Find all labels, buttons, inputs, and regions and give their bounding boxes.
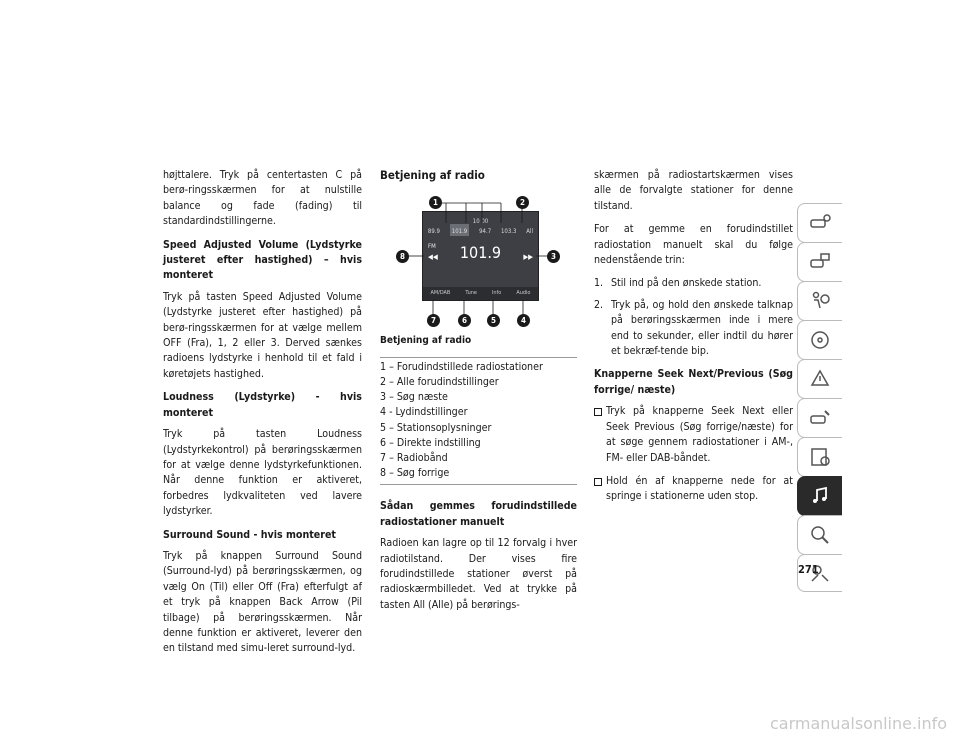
section-heading: Loudness (Lydstyrke) - hvis monteret [163,391,362,419]
chapter-tab-getting-started[interactable] [797,242,842,282]
seek-next-icon: ▶▶ [523,253,533,262]
legend-item: 8 – Søg forrige [380,467,450,480]
chapter-tab-multimedia[interactable] [797,476,842,516]
legend-item: 3 – Søg næste [380,391,448,404]
chapter-tab-specifications[interactable] [797,437,842,477]
legend-item: 4 - Lydindstillinger [380,406,468,419]
column-left [163,168,362,665]
section-heading: Sådan gemmes forudindstillede radiostationer manuelt [380,500,577,528]
steps-list [594,276,793,359]
chapter-tab-driving[interactable] [797,320,842,360]
step-text: Tryk på, og hold den ønskede talknap på berøringsskærmen inde i mere end to sekunder, eller indtil du hører et bekræf-tende bip. [611,298,793,358]
paragraph: højttalere. Tryk på centertasten C på berø-ringsskærmen for at nulstille balance og fade (fading) til standardindstillingerne. [163,169,362,228]
column-middle [380,168,577,621]
legend-item: 1 – Forudindstillede radiostationer [380,360,543,373]
car-info-icon [808,211,832,235]
music-note-icon [808,484,832,508]
figure-caption: Betjening af radio [380,335,472,347]
steering-wheel-icon [808,328,832,352]
band-label: FM [428,243,436,251]
preset-label: 89.9 [427,228,440,236]
legend-item: 2 – Alle forudindstillinger [380,376,499,389]
chapter-tab-customer-assistance[interactable] [797,515,842,555]
step-number: 1. [594,277,604,290]
square-bullet-icon [594,478,602,486]
bullet-item [594,474,793,505]
square-bullet-icon [594,408,602,416]
chapter-tab-emergency[interactable] [797,359,842,399]
legend-item: 5 – Stationsoplysninger [380,421,492,434]
bar-label: Audio [516,290,531,297]
service-icon [808,406,832,430]
car-mail-icon [808,250,832,274]
bar-label: Info [491,290,502,297]
legend-item: 7 – Radiobånd [380,452,448,465]
watermark: carmanualsonline.info [770,714,948,733]
column-right [594,168,793,513]
legend-item: 6 – Direkte indstilling [380,436,481,449]
callout-7: 7 [427,314,440,327]
callout-1: 1 [429,196,442,209]
clock-label: 10 00 [472,218,489,226]
callout-4: 4 [517,314,530,327]
seek-previous-icon: ◀◀ [428,253,438,262]
paragraph: For at gemme en forudindstillet radiostation manuelt skal du følge nedenstående trin: [594,223,793,267]
callout-2: 2 [516,196,529,209]
preset-label: 103.3 [500,228,517,236]
preset-label: 101.9 [450,224,469,236]
section-heading: Speed Adjusted Volume (Lydstyrke justeret efter hastighed) – hvis monteret [163,238,362,282]
step-number: 2. [594,298,604,311]
chapter-tab-car-info[interactable] [797,203,842,243]
paragraph: Radioen kan lagre op til 12 forvalg i hver radiotilstand. Der vises fire forudindstillede stationer øverst på radioskærmbilledet. Ved at trykke på tasten All (Alle) på berørings- [380,537,577,611]
step-item [594,298,793,360]
section-heading: Surround Sound - hvis monteret [163,528,336,541]
frequency-label: 101.9 [459,243,502,263]
preset-label: 94.7 [479,228,492,236]
magnifier-icon [808,523,832,547]
chapter-tab-service[interactable] [797,398,842,438]
callout-8: 8 [396,250,409,263]
all-presets-label: All [526,228,533,236]
bullet-text: Hold én af knapperne nede for at springe i stationerne uden stop. [606,474,793,503]
airbag-icon [808,289,832,313]
radio-figure [380,193,577,333]
paragraph: Tryk på knappen Surround Sound (Surround-lyd) på berøringsskærmen, og vælg On (Til) eller Off (Fra) efterfulgt af et tryk på knappen Back Arrow (Pil tilbage) på berøringsskærmen. Når denne funktion er aktiveret, leverer den en tilstand med simu-leret surround-lyd. [163,549,362,655]
paragraph: Tryk på tasten Speed Adjusted Volume (Lydstyrke justeret efter hastighed) på berø-ringsskærmen for at vælge mellem OFF (Fra), 1, 2 eller 3. Derved sænkes radioens lydstyrke i henhold til et fald i køretøjets hastighed. [163,290,362,380]
step-item [594,276,793,291]
paragraph: Tryk på tasten Loudness (Lydstyrkekontrol) på berøringsskærmen for at vælge denne lydstyrkefunktionen. Når denne funktion er aktiveret, forbedres lydkvaliteten ved lavere lydstyrker. [163,428,362,518]
paragraph: skærmen på radiostartskærmen vises alle de forvalgte stationer for denne tilstand. [594,169,793,212]
section-heading: Knapperne Seek Next/Previous (Søg forrige/ næste) [594,368,793,396]
bullet-item [594,404,793,466]
step-text: Stil ind på den ønskede station. [611,277,762,290]
bar-label: AM/DAB [430,290,451,297]
page-number: 271 [798,563,819,576]
bullet-list [594,404,793,504]
chapter-tab-safety[interactable] [797,281,842,321]
gauge-icon [808,445,832,469]
callout-3: 3 [547,250,560,263]
warning-car-icon [808,367,832,391]
figure-legend [380,357,577,486]
callout-6: 6 [458,314,471,327]
callout-5: 5 [487,314,500,327]
callout-lines [380,193,577,333]
section-title: Betjening af radio [380,168,485,182]
bullet-text: Tryk på knapperne Seek Next eller Seek Previous (Søg forrige/næste) for at søge gennem radiostationer i AM-, FM- eller DAB-båndet. [606,405,793,464]
bar-label: Tune [465,290,477,297]
